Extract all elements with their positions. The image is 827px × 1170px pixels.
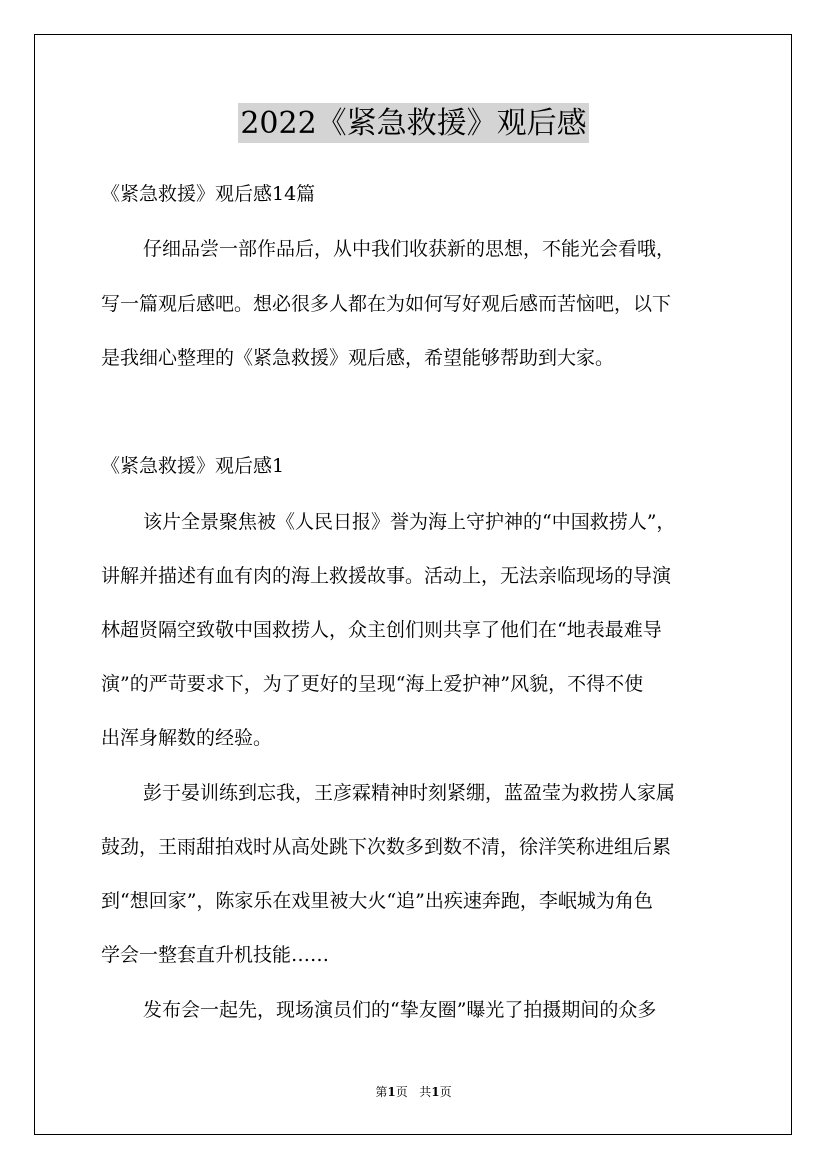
body-line: 出浑身解数的经验。 — [101, 727, 273, 749]
intro-line: 仔细品尝一部作品后，从中我们收获新的思想，不能光会看哦， — [143, 238, 676, 260]
body-line: 学会一整套直升机技能…… — [101, 944, 330, 966]
page-suffix: 页 — [439, 1085, 452, 1099]
intro-line: 是我细心整理的《紧急救援》观后感，希望能够帮助到大家。 — [101, 347, 615, 369]
body-line: 演”的严苛要求下，为了更好的呈现“海上爱护神”风貌，不得不使 — [101, 673, 644, 695]
page-mid: 页 共 — [395, 1085, 432, 1099]
page-footer — [0, 1083, 827, 1100]
intro-line: 写一篇观后感吧。想必很多人都在为如何写好观后感而苦恼吧，以下 — [101, 293, 672, 315]
body-line: 发布会一起先，现场演员们的“挚友圈”曝光了拍摄期间的众多 — [143, 999, 657, 1021]
title-wrap — [0, 103, 827, 143]
section-heading: 《紧急救援》观后感1 — [101, 455, 285, 477]
body-line: 鼓劲，王雨甜拍戏时从高处跳下次数多到数不清，徐洋笑称进组后累 — [101, 836, 672, 858]
body-line: 到“想回家”，陈家乐在戏里被大火“追”出疾速奔跑，李岷城为角色 — [101, 890, 653, 912]
document-title: 2022《紧急救援》观后感 — [238, 103, 588, 143]
body-line: 讲解并描述有血有肉的海上救援故事。活动上，无法亲临现场的导演 — [101, 565, 672, 587]
page-prefix: 第 — [375, 1085, 388, 1099]
page-number: 1 — [387, 1085, 396, 1099]
subtitle: 《紧急救援》观后感14篇 — [101, 183, 316, 205]
body-line: 该片全景聚焦被《人民日报》誉为海上守护神的“中国救捞人”， — [143, 511, 676, 533]
body-line: 林超贤隔空致敬中国救捞人，众主创们则共享了他们在“地表最难导 — [101, 619, 662, 641]
body-line: 彭于晏训练到忘我，王彦霖精神时刻紧绷，蓝盈莹为救捞人家属 — [143, 782, 676, 804]
page-total: 1 — [431, 1085, 440, 1099]
